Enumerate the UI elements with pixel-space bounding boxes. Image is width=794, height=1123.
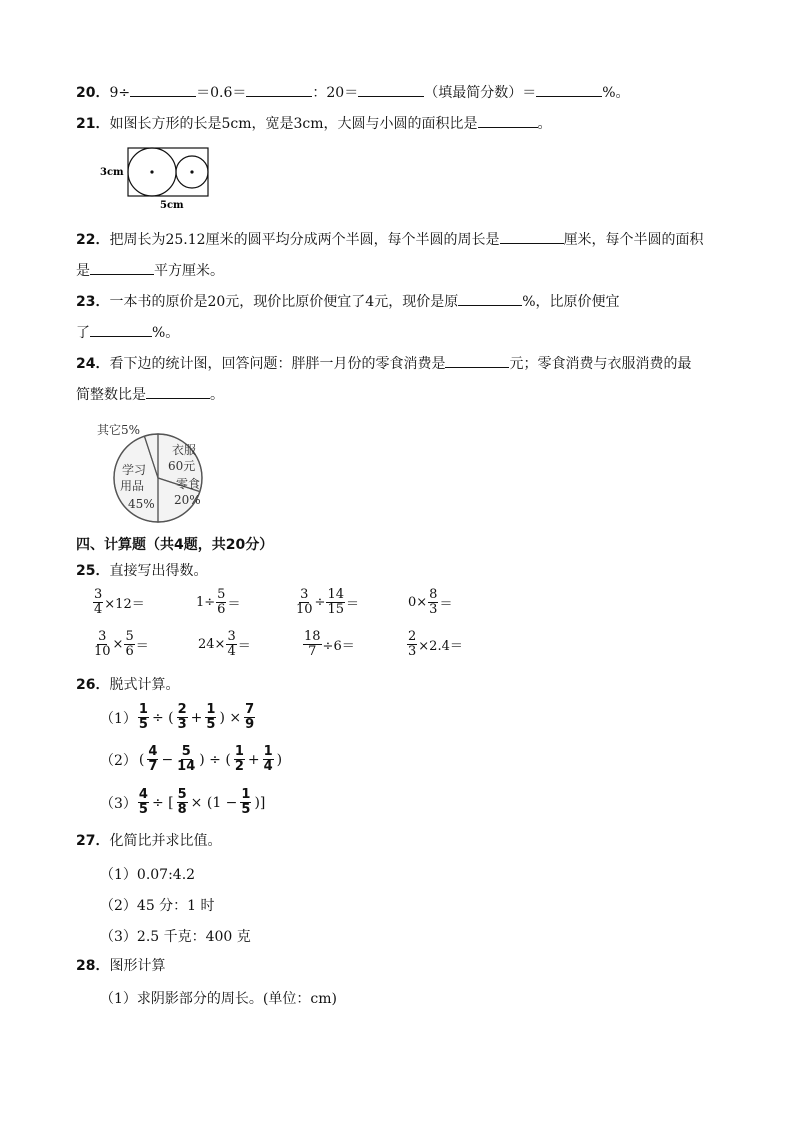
question-number: 25．: [76, 563, 110, 579]
pie-label-supplies: 用品: [120, 479, 145, 493]
expression-25-6: 24× $\frac{3}{4}$ ＝: [198, 629, 251, 659]
question-28: 28．图形计算: [76, 958, 166, 974]
answer-blank[interactable]: [358, 82, 424, 97]
pie-label-snacks-value: 20%: [174, 493, 201, 507]
answer-blank[interactable]: [90, 322, 152, 337]
expression-25-5: $\frac{3}{10}$ × $\frac{5}{6}$ ＝: [94, 629, 149, 659]
answer-blank[interactable]: [246, 82, 312, 97]
expression-26-3: （3） $\frac{4}{5}$ ÷ [ $\frac{5}{8}$ × (1 − $\frac{1}{5}$ )]: [100, 787, 266, 817]
expression-25-7: $\frac{18}{7}$ ÷6＝: [304, 629, 355, 659]
answer-blank[interactable]: [500, 229, 564, 244]
section-title: 四、计算题（共4题，共20分）: [76, 537, 274, 553]
consumption-pie-chart: [94, 418, 224, 524]
question-27-part-2: （2）45 分：1 时: [100, 898, 215, 914]
pie-label-other: 其它5%: [97, 423, 141, 437]
question-number: 26．: [76, 677, 110, 693]
expression-25-2: 1÷ $\frac{5}{6}$ ＝: [196, 587, 241, 617]
height-label: 3cm: [100, 167, 124, 178]
question-22-line-2: 是 平方厘米。: [76, 260, 224, 280]
question-20: 20．9÷ ＝0.6＝ ：20＝ （填最简分数）＝ %。: [76, 82, 630, 102]
pie-label-clothing: 衣服: [172, 443, 197, 457]
expression-26-2: （2） ( $\frac{4}{7}$ − $\frac{5}{14}$ ) ÷ ( $\frac{1}{2}$ + $\frac{1}{4}$ ): [100, 744, 283, 774]
answer-blank[interactable]: [478, 113, 538, 128]
question-27-part-3: （3）2.5 千克：400 克: [100, 929, 251, 945]
answer-blank[interactable]: [445, 353, 509, 368]
question-26: 26．脱式计算。: [76, 677, 180, 693]
expression-26-1: （1） $\frac{1}{5}$ ÷ ( $\frac{2}{3}$ + $\frac{1}{5}$ ) × $\frac{7}{9}$: [100, 702, 255, 732]
pie-label-study: 学习: [122, 463, 147, 477]
answer-blank[interactable]: [146, 384, 210, 399]
question-number: 22．: [76, 232, 110, 248]
question-number: 28．: [76, 958, 110, 974]
question-27-part-1: （1）0.07:4.2: [100, 867, 196, 883]
question-21: 21．如图长方形的长是5cm，宽是3cm，大圆与小圆的面积比是 。: [76, 113, 552, 133]
expression-25-3: $\frac{3}{10}$ ÷ $\frac{14}{15}$ ＝: [296, 587, 360, 617]
question-23: 23．一本书的原价是20元，现价比原价便宜了4元，现价是原 %，比原价便宜: [76, 291, 620, 311]
answer-blank[interactable]: [130, 82, 196, 97]
pie-label-clothing-value: 60元: [168, 459, 196, 473]
answer-blank[interactable]: [536, 82, 602, 97]
question-number: 21．: [76, 116, 110, 132]
question-25: 25．直接写出得数。: [76, 563, 208, 579]
question-number: 24．: [76, 356, 110, 372]
question-27: 27．化简比并求比值。: [76, 833, 222, 849]
answer-blank[interactable]: [90, 260, 154, 275]
expression-25-8: $\frac{2}{3}$ ×2.4＝: [408, 629, 463, 659]
expression-25-1: $\frac{3}{4}$ ×12＝: [94, 587, 145, 617]
question-number: 20．: [76, 85, 110, 101]
expression-25-4: 0× $\frac{8}{3}$ ＝: [408, 587, 453, 617]
question-24-line-2: 简整数比是 。: [76, 384, 224, 404]
pie-label-study-value: 45%: [128, 497, 155, 511]
question-24: 24．看下边的统计图，回答问题：胖胖一月份的零食消费是 元；零食消费与衣服消费的最: [76, 353, 691, 373]
question-23-line-2: 了 %。: [76, 322, 179, 342]
answer-blank[interactable]: [458, 291, 522, 306]
question-22: 22．把周长为25.12厘米的圆平均分成两个半圆，每个半圆的周长是 厘米，每个半圆的面积: [76, 229, 704, 249]
width-label: 5cm: [160, 200, 184, 211]
question-number: 27．: [76, 833, 110, 849]
pie-label-snacks: 零食: [176, 477, 201, 491]
question-28-part-1: （1）求阴影部分的周长。(单位：cm): [100, 991, 337, 1007]
rectangle-circles-figure: [96, 144, 216, 212]
question-number: 23．: [76, 294, 110, 310]
